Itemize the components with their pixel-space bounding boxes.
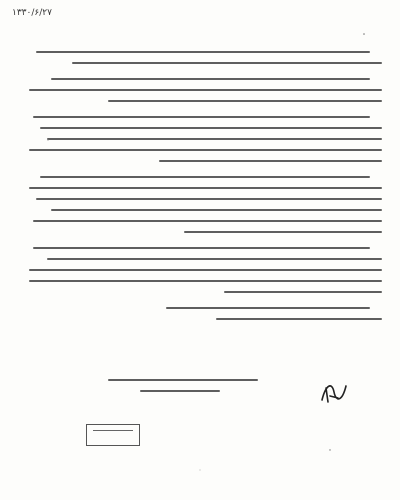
ink-stroke bbox=[224, 291, 382, 293]
ink-stroke bbox=[51, 209, 382, 211]
text-line bbox=[22, 226, 382, 237]
text-line bbox=[22, 313, 382, 324]
ink-stroke bbox=[47, 138, 382, 140]
ink-stroke bbox=[166, 307, 370, 309]
ink-stroke bbox=[72, 62, 382, 64]
ink-stroke bbox=[36, 198, 382, 200]
text-line bbox=[22, 95, 382, 106]
ink-stroke bbox=[159, 160, 382, 162]
handwritten-signature bbox=[316, 378, 352, 406]
text-line bbox=[22, 84, 382, 95]
document-paragraph bbox=[22, 73, 382, 106]
ink-stroke bbox=[40, 127, 382, 129]
document-paragraph bbox=[22, 171, 382, 237]
ink-stroke bbox=[29, 269, 382, 271]
text-line bbox=[22, 264, 382, 275]
ink-stroke bbox=[108, 100, 382, 102]
ink-stroke bbox=[33, 220, 382, 222]
office-stamp bbox=[86, 424, 140, 446]
ink-stroke bbox=[184, 231, 382, 233]
text-line bbox=[22, 242, 382, 253]
ink-stroke bbox=[40, 176, 370, 178]
ink-stroke bbox=[29, 89, 382, 91]
text-line bbox=[22, 73, 382, 84]
text-line bbox=[22, 302, 382, 313]
text-line bbox=[22, 46, 382, 57]
ink-stroke bbox=[216, 318, 382, 320]
ink-stroke bbox=[51, 78, 370, 80]
text-line bbox=[22, 171, 382, 182]
closing-lines bbox=[88, 374, 258, 396]
text-line bbox=[22, 155, 382, 166]
text-line bbox=[22, 57, 382, 68]
document-body bbox=[22, 46, 382, 329]
text-line bbox=[22, 215, 382, 226]
text-line bbox=[22, 275, 382, 286]
text-line bbox=[22, 111, 382, 122]
ink-stroke bbox=[29, 149, 382, 151]
ink-stroke bbox=[47, 258, 382, 260]
text-line bbox=[22, 204, 382, 215]
ink-stroke bbox=[33, 247, 370, 249]
document-paragraph bbox=[22, 302, 382, 324]
ink-stroke bbox=[29, 187, 382, 189]
document-date: ۱۳۳۰/۶/۲۷ bbox=[12, 8, 52, 18]
ink-stroke bbox=[36, 51, 370, 53]
closing-line bbox=[88, 374, 258, 385]
text-line bbox=[22, 193, 382, 204]
text-line bbox=[22, 286, 382, 297]
closing-line bbox=[88, 385, 258, 396]
text-line bbox=[22, 122, 382, 133]
ink-stroke bbox=[29, 280, 382, 282]
text-line bbox=[22, 144, 382, 155]
text-line bbox=[22, 182, 382, 193]
document-paragraph bbox=[22, 111, 382, 166]
document-paragraph bbox=[22, 46, 382, 68]
text-line bbox=[22, 253, 382, 264]
ink-stroke bbox=[33, 116, 370, 118]
document-paragraph bbox=[22, 242, 382, 297]
text-line bbox=[22, 133, 382, 144]
